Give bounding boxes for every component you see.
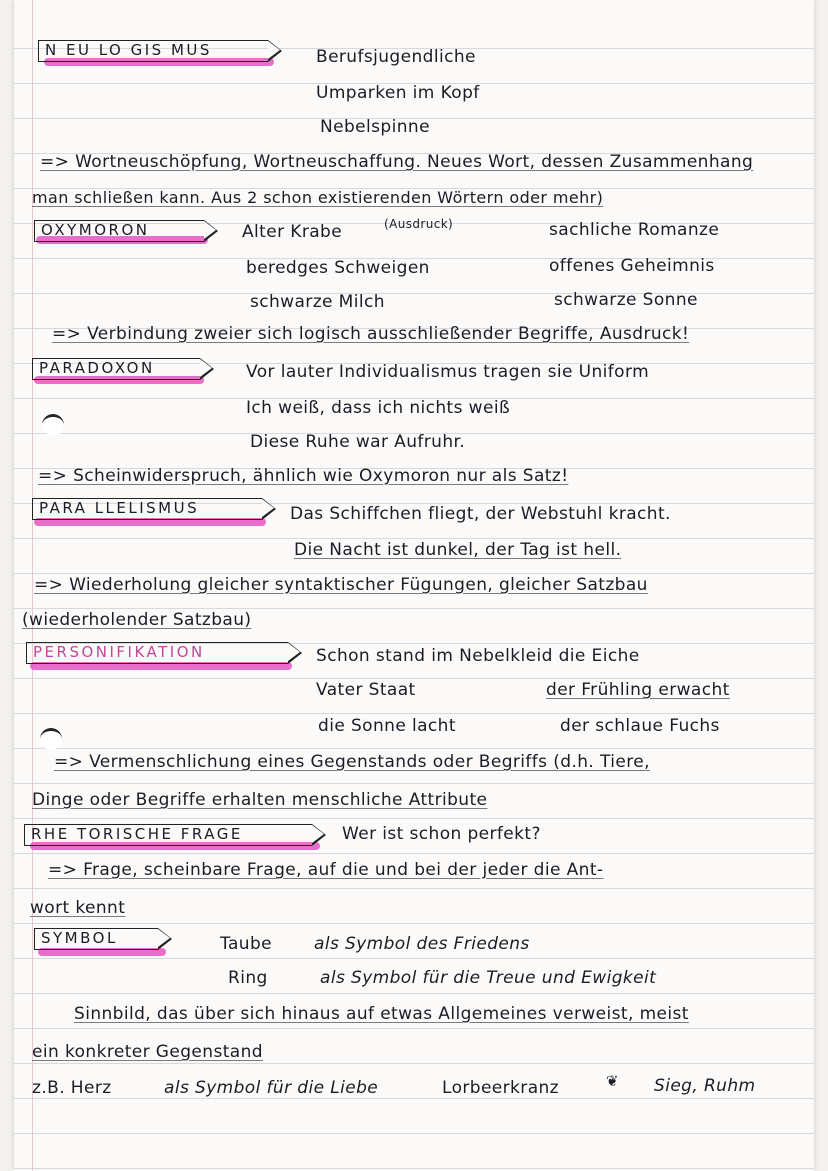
example: Schon stand im Nebelkleid die Eiche [316, 646, 640, 666]
definition: ein konkreter Gegenstand [32, 1042, 263, 1062]
margin-line [32, 0, 33, 1171]
example: schwarze Milch [250, 292, 385, 312]
term-symbol: SYMBOL [34, 928, 158, 950]
notebook-page [14, 0, 814, 1171]
punch-hole [40, 728, 62, 750]
example: Die Nacht ist dunkel, der Tag ist hell. [294, 540, 622, 560]
example: Ring [228, 968, 268, 988]
example: offenes Geheimnis [549, 256, 715, 276]
example: Sieg, Ruhm [654, 1076, 756, 1096]
term-neologismus: N EU LO GIS MUS [38, 40, 268, 62]
definition: wort kennt [30, 898, 126, 918]
definition: man schließen kann. Aus 2 schon existierenden Wörtern oder mehr) [32, 188, 604, 207]
example-note: (Ausdruck) [384, 217, 454, 231]
term-personifikation: PERSONIFIKATION [26, 642, 288, 664]
example: Taube [220, 934, 273, 954]
definition: => Wiederholung gleicher syntaktischer Fügungen, gleicher Satzbau [34, 575, 648, 595]
example: Vor lauter Individualismus tragen sie Uniform [246, 362, 650, 382]
example: der schlaue Fuchs [560, 716, 720, 736]
example: z.B. Herz [32, 1078, 112, 1098]
definition: => Wortneuschöpfung, Wortneuschaffung. Neues Wort, dessen Zusammenhang [40, 152, 754, 172]
laurel-icon: ❦ [606, 1072, 619, 1090]
example: der Frühling erwacht [546, 680, 730, 700]
example: Lorbeerkranz [442, 1078, 560, 1098]
example: sachliche Romanze [549, 220, 720, 240]
punch-hole [42, 414, 64, 436]
example: Ich weiß, dass ich nichts weiß [246, 398, 511, 418]
definition: Sinnbild, das über sich hinaus auf etwas Allgemeines verweist, meist [74, 1004, 689, 1024]
example: Berufsjugendliche [316, 47, 476, 67]
example: beredges Schweigen [246, 258, 430, 278]
example: als Symbol für die Liebe [164, 1078, 379, 1098]
term-paradoxon: PARADOXON [32, 358, 200, 380]
example: schwarze Sonne [554, 290, 698, 310]
definition: => Scheinwiderspruch, ähnlich wie Oxymoron nur als Satz! [38, 466, 569, 486]
term-rhetorische-frage: RHE TORISCHE FRAGE [24, 824, 312, 846]
definition: => Frage, scheinbare Frage, auf die und bei der jeder die Ant- [48, 860, 604, 880]
example: Vater Staat [316, 680, 416, 700]
example: die Sonne lacht [318, 716, 456, 736]
definition: => Vermenschlichung eines Gegenstands oder Begriffs (d.h. Tiere, [54, 752, 650, 772]
example: als Symbol des Friedens [314, 934, 530, 954]
example: Das Schiffchen fliegt, der Webstuhl kracht. [290, 504, 671, 524]
example: Alter Krabe [242, 222, 343, 242]
example: Wer ist schon perfekt? [342, 824, 541, 844]
example: Diese Ruhe war Aufruhr. [250, 432, 466, 452]
example: Nebelspinne [320, 117, 430, 137]
definition: Dinge oder Begriffe erhalten menschliche Attribute [32, 790, 488, 810]
term-oxymoron: OXYMORON [34, 220, 204, 242]
term-parallelismus: PARA LLELISMUS [32, 498, 262, 520]
example: Umparken im Kopf [316, 83, 480, 103]
definition: (wiederholender Satzbau) [22, 610, 252, 630]
definition: => Verbindung zweier sich logisch ausschließender Begriffe, Ausdruck! [52, 324, 690, 344]
example: als Symbol für die Treue und Ewigkeit [320, 968, 657, 988]
